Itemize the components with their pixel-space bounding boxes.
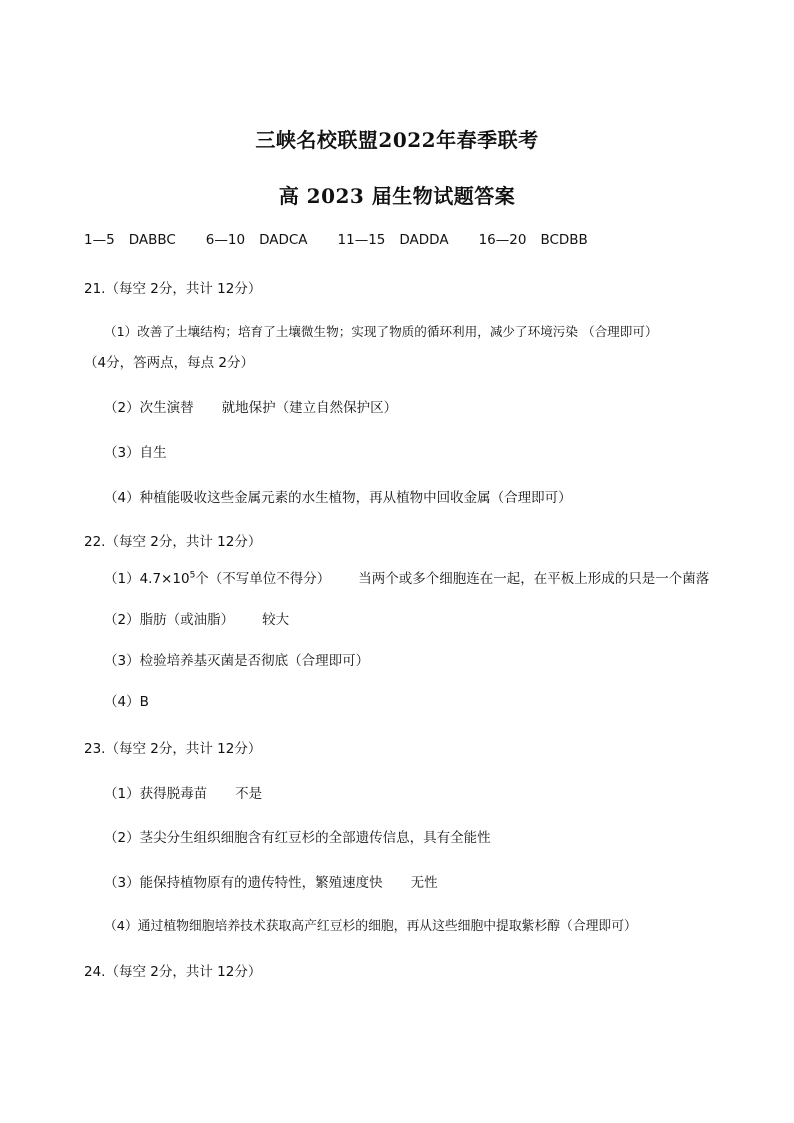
q21-answer-2a: （2）次生演替 [104, 400, 194, 416]
mcq-range-4: 16—20 [478, 232, 527, 248]
q23-answer-3a: （3）能保持植物原有的遗传特性，繁殖速度快 [104, 875, 383, 891]
q21-answer-2 [104, 396, 397, 416]
mcq-range-1: 1—5 [84, 232, 115, 248]
q23-header: 23.（每空 2分，共计 12分） [84, 741, 262, 757]
q21-answer-1-note: （4分，答两点，每点 2分） [84, 355, 254, 371]
q24-header: 24.（每空 2分，共计 12分） [84, 964, 262, 980]
q22-count-base: （1）4.7×10 [104, 571, 190, 587]
q22-answer-4: （4）B [104, 694, 149, 710]
q23-answer-1a: （1）获得脱毒苗 [104, 786, 208, 802]
q22-count-unit: 个（不写单位不得分） [195, 571, 331, 587]
mcq-answers-4: BCDBB [540, 232, 588, 248]
multiple-choice-answers [84, 232, 588, 248]
q22-answer-1b: 当两个或多个细胞连在一起，在平板上形成的只是一个菌落 [358, 571, 710, 587]
q22-header: 22.（每空 2分，共计 12分） [84, 534, 262, 550]
mcq-range-2: 6—10 [205, 232, 246, 248]
exam-subtitle: 高 2023 届生物试题答案 [278, 184, 516, 208]
q23-answer-3b: 无性 [410, 875, 438, 891]
q23-answer-1b: 不是 [235, 786, 263, 802]
q22-answer-2 [104, 608, 289, 628]
exam-title: 三峡名校联盟2022年春季联考 [255, 128, 539, 152]
q21-header: 21.（每空 2分，共计 12分） [84, 281, 262, 297]
q22-answer-2b: 较大 [262, 612, 290, 628]
mcq-range-3: 11—15 [337, 232, 386, 248]
mcq-answers-2: DADCA [259, 232, 308, 248]
q21-answer-4: （4）种植能吸收这些金属元素的水生植物，再从植物中回收金属（合理即可） [104, 490, 572, 506]
q23-answer-3 [104, 871, 438, 891]
q21-answer-2b: 就地保护（建立自然保护区） [221, 400, 398, 416]
mcq-answers-3: DADDA [399, 232, 449, 248]
q23-answer-1 [104, 782, 262, 802]
q22-count-exponent: 5 [189, 570, 196, 581]
q21-answer-3: （3）自生 [104, 445, 167, 461]
q22-answer-3: （3）检验培养基灭菌是否彻底（合理即可） [104, 653, 370, 669]
q22-answer-2a: （2）脂肪（或油脂） [104, 612, 235, 628]
q21-answer-1: （1）改善了土壤结构；培育了土壤微生物；实现了物质的循环利用，减少了环境污染 （合理即可） [104, 324, 658, 339]
q22-answer-1a [104, 571, 330, 587]
q22-answer-1 [104, 567, 709, 587]
q23-answer-2: （2）茎尖分生组织细胞含有红豆杉的全部遗传信息，具有全能性 [104, 830, 491, 846]
mcq-answers-1: DABBC [128, 232, 176, 248]
q23-answer-4: （4）通过植物细胞培养技术获取高产红豆杉的细胞，再从这些细胞中提取紫杉醇（合理即可） [104, 919, 637, 934]
